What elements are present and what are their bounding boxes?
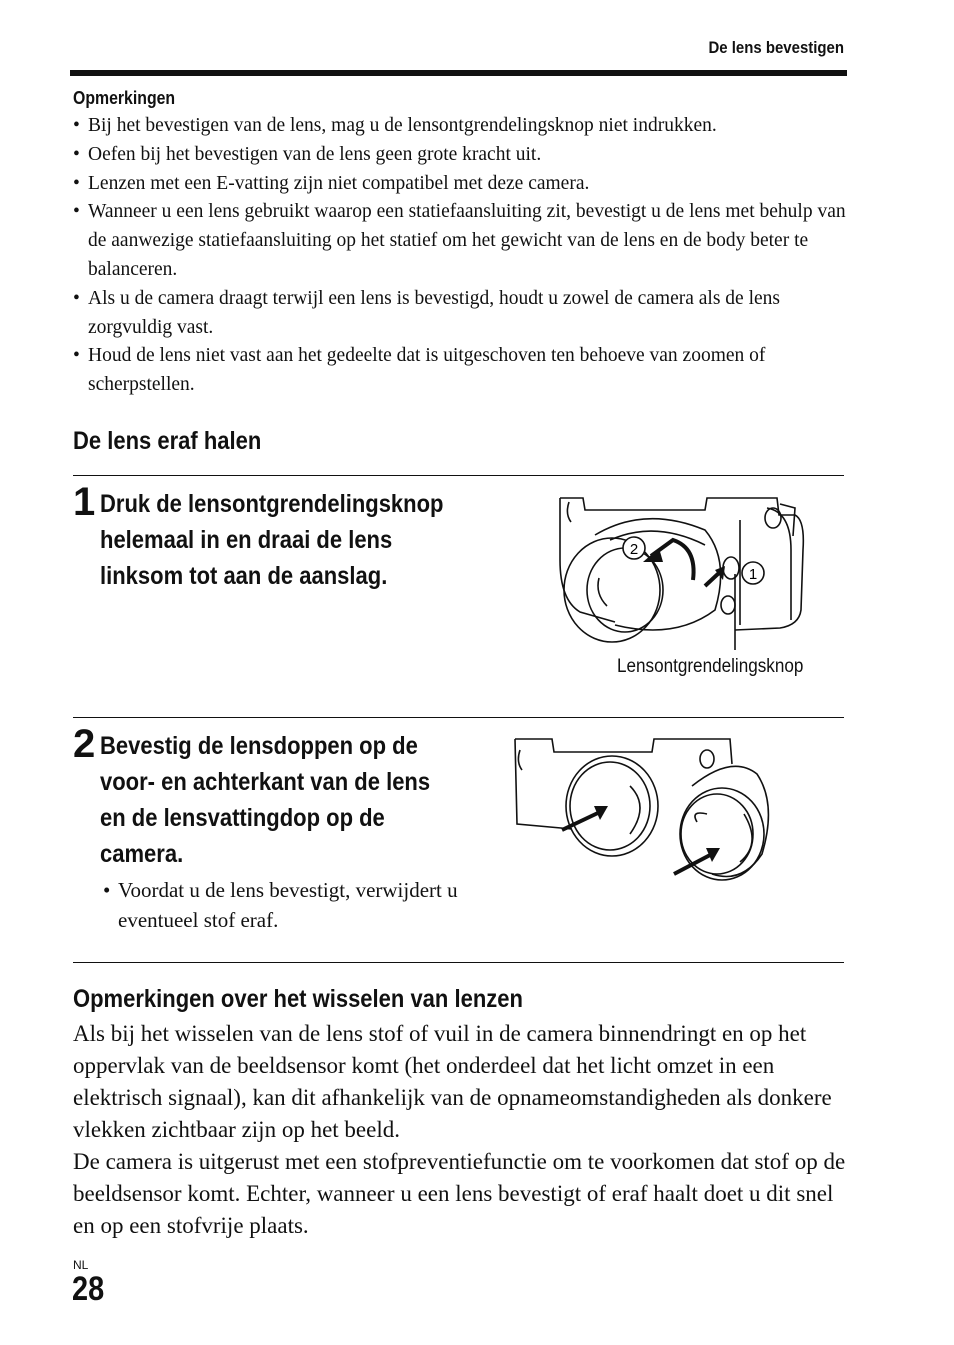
section-title: Opmerkingen over het wisselen van lenzen [73, 985, 523, 1013]
paragraph: De camera is uitgerust met een stofpreventiefunctie om te voorkomen dat stof op de beeldsensor komt. Echter, wanneer u een lens bevestigt of eraf haalt doet u dit snel en op een stofvrije plaats. [73, 1149, 846, 1238]
step-number: 2 [73, 722, 96, 766]
callout-2: 2 [629, 541, 639, 558]
lens-removal-illustration [555, 490, 815, 650]
step-instruction: Bevestig de lensdoppen op de voor- en achterkant van de lens en de lensvattingdop op de camera. [100, 732, 431, 868]
lens-caps-illustration [512, 734, 782, 884]
list-item: • Bij het bevestigen van de lens, mag u de lensontgrendelingsknop niet indrukken. [73, 112, 848, 141]
top-rule [70, 70, 847, 76]
list-item: • Houd de lens niet vast aan het gedeelte dat is uitgeschoven ten behoeve van zoomen of scherpstellen. [73, 342, 848, 400]
list-item: • Als u de camera draagt terwijl een lens is bevestigd, houdt u zowel de camera als de lens zorgvuldig vast. [73, 285, 848, 343]
illustration-caption: Lensontgrendelingsknop [617, 656, 804, 677]
divider [73, 717, 844, 718]
paragraph: Als bij het wisselen van de lens stof of vuil in de camera binnendringt en op het oppervlak van de beeldsensor komt (het onderdeel dat het licht omzet in een elektrisch signaal), kan dit afhankelijk van de opnameomstandigheden als donkere vlekken zichtbaar zijn op het beeld. [73, 1021, 832, 1142]
list-item: • Oefen bij het bevestigen van de lens geen grote kracht uit. [73, 141, 848, 170]
step-instruction: Druk de lensontgrendelingsknop helemaal in en draai de lens linksom tot aan de aanslag. [100, 490, 444, 590]
callout-1: 1 [748, 566, 758, 583]
divider [73, 962, 844, 963]
page-number: 28 [72, 1270, 105, 1308]
divider [73, 475, 844, 476]
step-note: • Voordat u de lens bevestigt, verwijdert u eventueel stof eraf. [103, 876, 518, 935]
language-code: NL [73, 1258, 89, 1272]
list-item: • Lenzen met een E-vatting zijn niet compatibel met deze camera. [73, 170, 848, 199]
list-item: • Wanneer u een lens gebruikt waarop een statiefaansluiting zit, bevestigt u de lens met behulp van de aanwezige statiefaansluiting op het statief om het gewicht van de lens en de body beter te balanceren. [73, 198, 848, 284]
section-title: De lens eraf halen [73, 427, 262, 455]
notes-list [73, 112, 848, 400]
step-number: 1 [73, 480, 96, 524]
notes-title: Opmerkingen [73, 88, 176, 108]
running-header: De lens bevestigen [708, 38, 844, 57]
